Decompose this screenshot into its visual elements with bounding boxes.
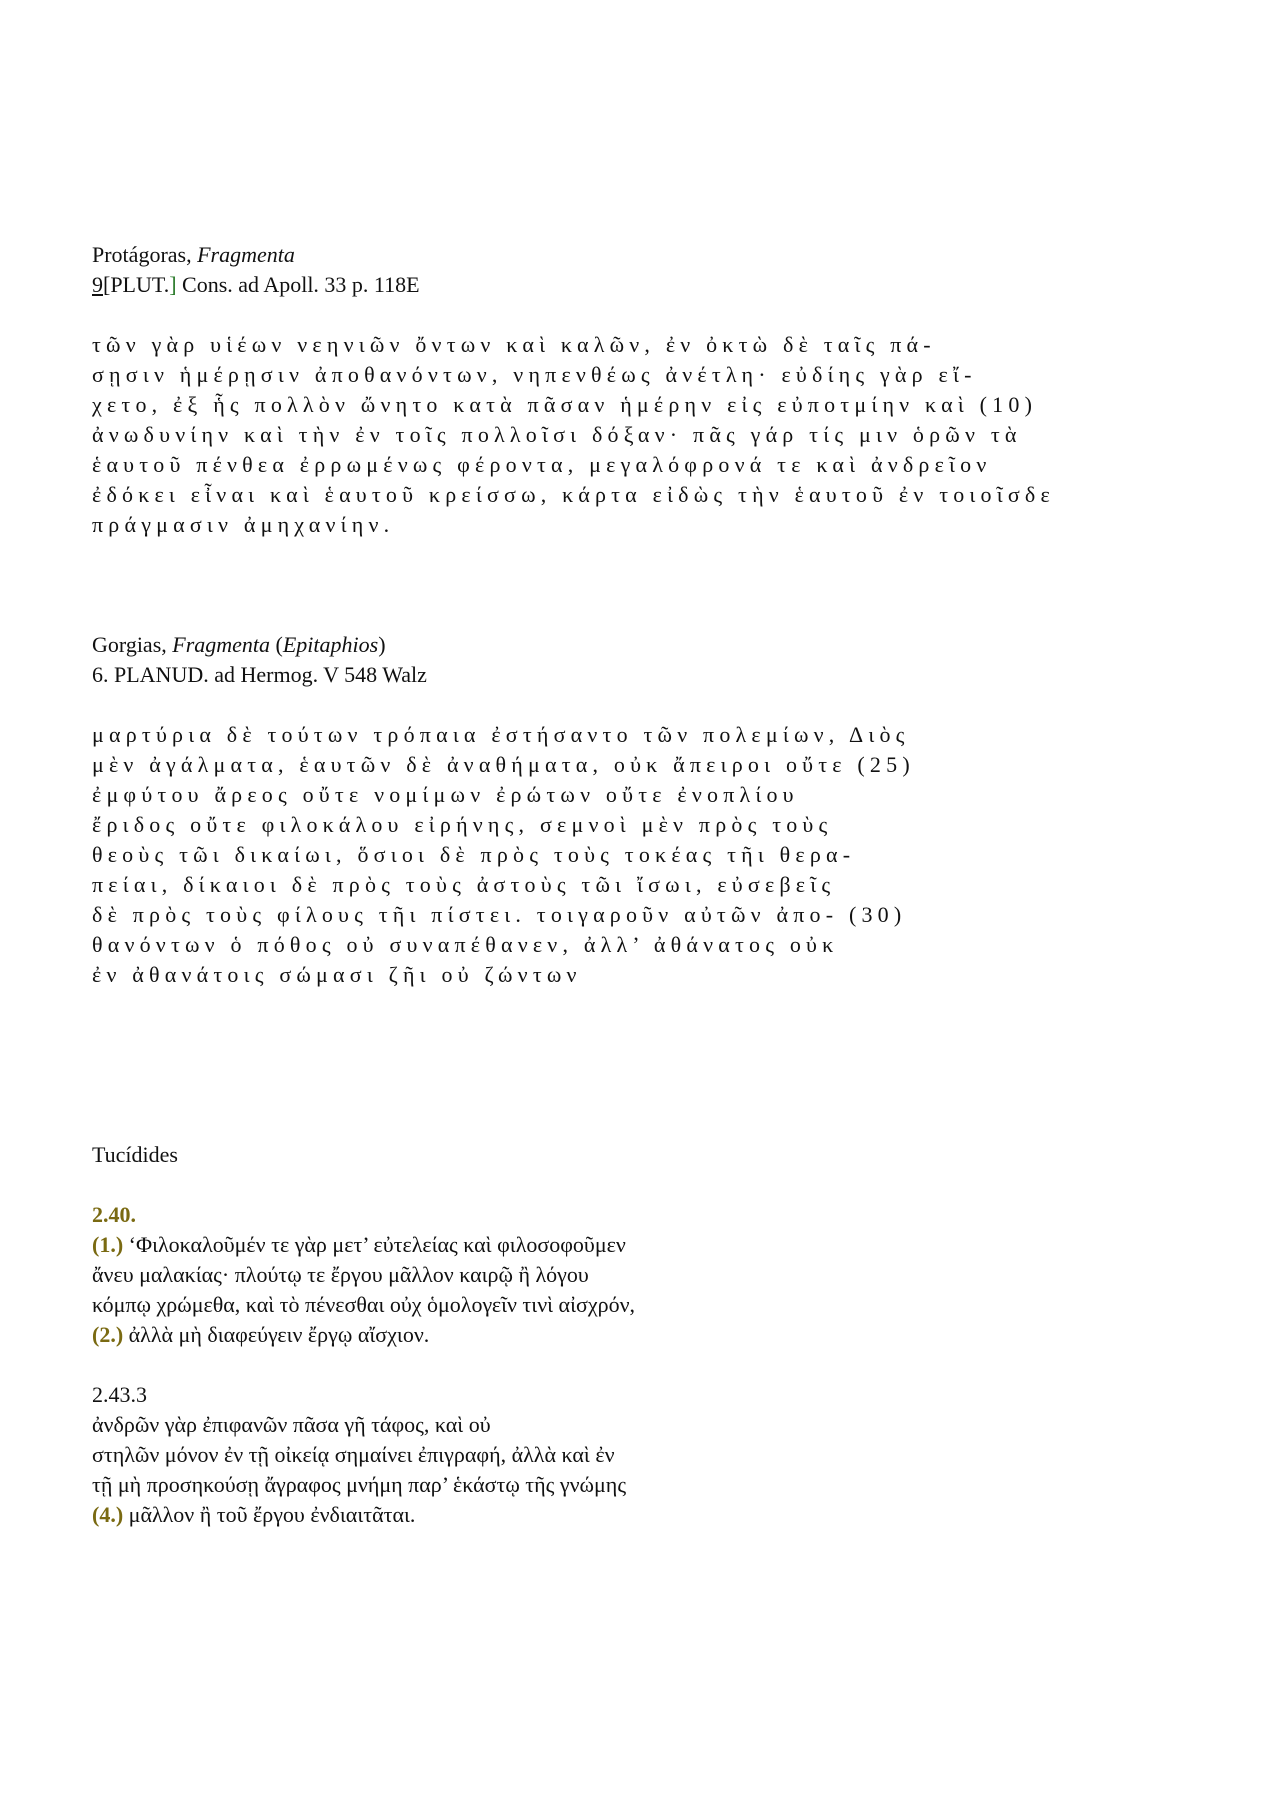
protagoras-ref-rest: Cons. ad Apoll. 33 p. 118E: [176, 272, 420, 297]
protagoras-ref-number: 9: [92, 272, 103, 297]
gorgias-work: Fragmenta: [172, 632, 271, 657]
protagoras-ref-source: [PLUT.: [103, 272, 170, 297]
tucidides-line-text: στηλῶν μόνον ἐν τῇ οἰκείᾳ σημαίνει ἐπιγραφή, ἀλλὰ καὶ ἐν: [92, 1442, 615, 1467]
tucidides-title: Tucídides: [92, 1142, 178, 1167]
tucidides-line: [92, 1290, 635, 1320]
tucidides-section-number: 2.40.: [92, 1202, 136, 1227]
gorgias-line: μαρτύρια δὲ τούτων τρόπαια ἐστήσαντο τῶν πολεμίων, Διὸς: [92, 722, 910, 747]
gorgias-author: Gorgias,: [92, 632, 173, 657]
tucidides-line-text: κόμπῳ χρώμεθα, καὶ τὸ πένεσθαι οὐχ ὁμολογεῖν τινὶ αἰσχρόν,: [92, 1292, 636, 1317]
protagoras-author: Protágoras,: [92, 242, 198, 267]
tucidides-line-text: ‘Φιλοκαλοῦμέν τε γὰρ μετ’ εὐτελείας καὶ φιλοσοφοῦμεν: [123, 1232, 626, 1257]
tucidides-line: [92, 1230, 626, 1260]
gorgias-line: θεοὺς τῶι δικαίωι, ὅσιοι δὲ πρὸς τοὺς τοκέας τῆι θερα-: [92, 842, 856, 867]
tucidides-line: [92, 1320, 429, 1350]
gorgias-line: ἐμφύτου ἄρεος οὔτε νομίμων ἐρώτων οὔτε ἐνοπλίου: [92, 782, 799, 807]
tucidides-line-text: ἄνευ μαλακίας· πλούτῳ τε ἔργου μᾶλλον καιρῷ ἢ λόγου: [92, 1262, 589, 1287]
gorgias-line: ἔριδος οὔτε φιλοκάλου εἰρήνης, σεμνοὶ μὲν πρὸς τοὺς: [92, 812, 833, 837]
gorgias-title-close: ): [378, 632, 386, 657]
tucidides-line: [92, 1470, 626, 1500]
tucidides-line: [92, 1440, 615, 1470]
gorgias-line: μὲν ἀγάλματα, ἑαυτῶν δὲ ἀναθήματα, οὐκ ἄπειροι οὔτε (25): [92, 752, 915, 777]
paragraph-marker: (2.): [92, 1322, 124, 1347]
protagoras-line: τῶν γὰρ υἱέων νεηνιῶν ὄντων καὶ καλῶν, ἐν ὀκτὼ δὲ ταῖς πά-: [92, 332, 936, 357]
tucidides-line-text: ἀλλὰ μὴ διαφεύγειν ἔργῳ αἴσχιον.: [123, 1322, 430, 1347]
gorgias-line: πείαι, δίκαιοι δὲ πρὸς τοὺς ἀστοὺς τῶι ἴσωι, εὐσεβεῖς: [92, 872, 836, 897]
protagoras-line: χετο, ἐξ ἧς πολλὸν ὤνητο κατὰ πᾶσαν ἡμέρην εἰς εὐποτμίην καὶ (10): [92, 392, 1038, 417]
tucidides-line-text: μᾶλλον ἢ τοῦ ἔργου ἐνδιαιτᾶται.: [123, 1502, 416, 1527]
protagoras-ref-bracket: ]: [169, 272, 177, 297]
protagoras-title: [92, 240, 295, 270]
protagoras-line: ἐδόκει εἶναι καὶ ἑαυτοῦ κρείσσω, κάρτα εἰδὼς τὴν ἑαυτοῦ ἐν τοιοῖσδε: [92, 482, 1055, 507]
paragraph-marker: (1.): [92, 1232, 124, 1257]
tucidides-line: [92, 1260, 589, 1290]
tucidides-line-text: ἀνδρῶν γὰρ ἐπιφανῶν πᾶσα γῆ τάφος, καὶ οὐ: [92, 1412, 491, 1437]
protagoras-line: σῃσιν ἡμέρῃσιν ἀποθανόντων, νηπενθέως ἀνέτλη· εὐδίης γὰρ εἴ-: [92, 362, 977, 387]
paragraph-marker: (4.): [92, 1502, 124, 1527]
protagoras-line: ἑαυτοῦ πένθεα ἐρρωμένως φέροντα, μεγαλόφρονά τε καὶ ἀνδρεῖον: [92, 452, 992, 477]
document-page: [92, 0, 1212, 1811]
tucidides-line: [92, 1500, 415, 1530]
protagoras-reference: [92, 270, 420, 300]
tucidides-line: [92, 1410, 491, 1440]
protagoras-line: πράγμασιν ἀμηχανίην.: [92, 512, 395, 537]
protagoras-work: Fragmenta: [197, 242, 295, 267]
tucidides-section-number: 2.43.3: [92, 1382, 147, 1407]
gorgias-reference: 6. PLANUD. ad Hermog. V 548 Walz: [92, 662, 427, 687]
gorgias-title-sep: (: [270, 632, 283, 657]
protagoras-line: ἀνωδυνίην καὶ τὴν ἐν τοῖς πολλοῖσι δόξαν· πᾶς γάρ τίς μιν ὁρῶν τὰ: [92, 422, 1022, 447]
gorgias-line: ἐν ἀθανάτοις σώμασι ζῆι οὐ ζώντων: [92, 962, 582, 987]
gorgias-subtitle: Epitaphios: [282, 632, 379, 657]
gorgias-title: [92, 630, 386, 660]
gorgias-line: δὲ πρὸς τοὺς φίλους τῆι πίστει. τοιγαροῦν αὐτῶν ἀπο- (30): [92, 902, 907, 927]
gorgias-line: θανόντων ὁ πόθος οὐ συναπέθανεν, ἀλλ’ ἀθάνατος οὐκ: [92, 932, 839, 957]
tucidides-line-text: τῇ μὴ προσηκούσῃ ἄγραφος μνήμη παρ’ ἑκάστῳ τῆς γνώμης: [92, 1472, 627, 1497]
